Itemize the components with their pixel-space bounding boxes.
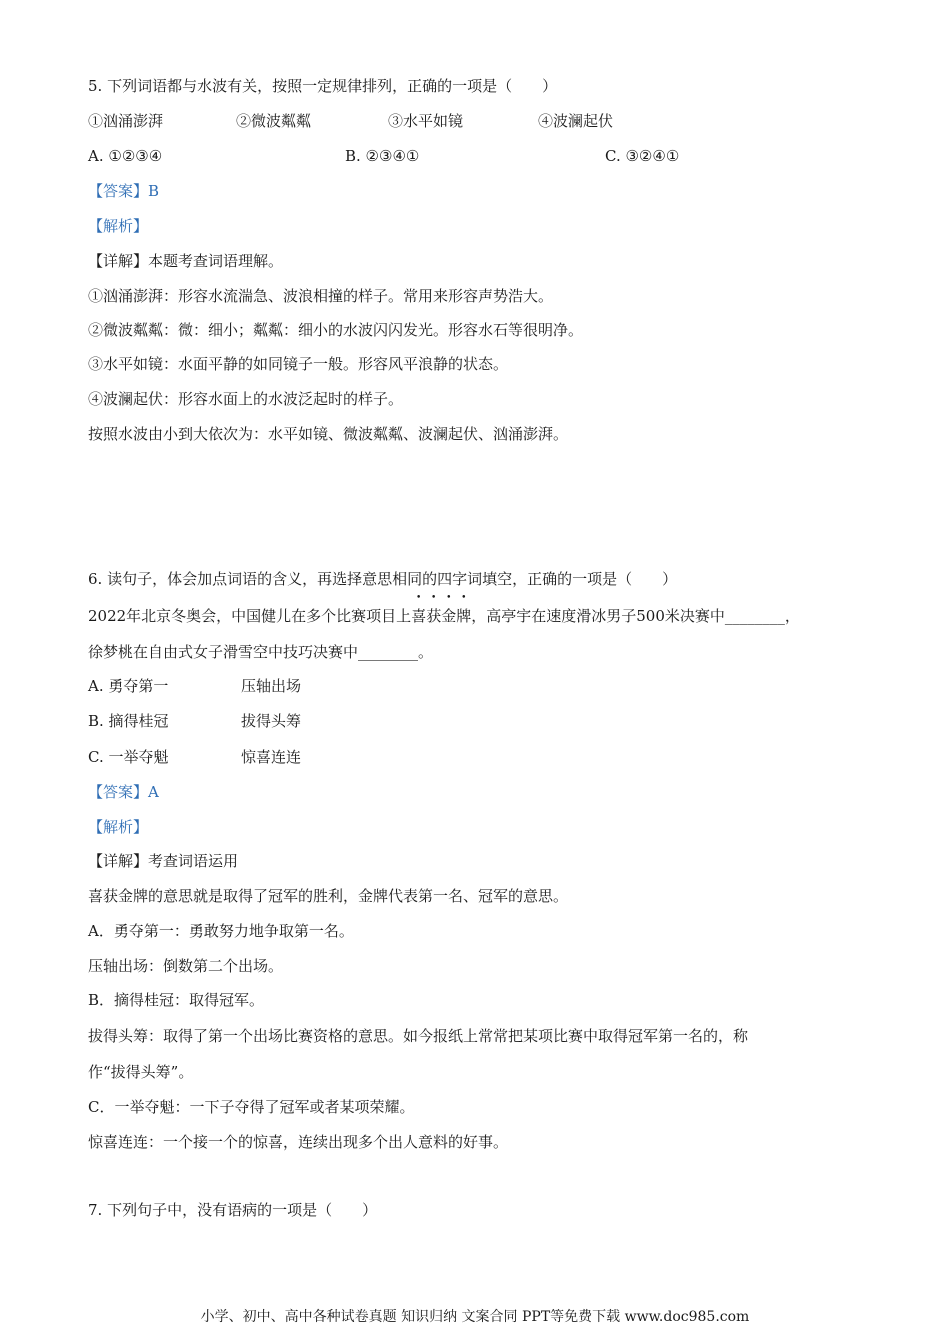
q6-sentence2: 徐梦桃在自由式女子滑雪空中技巧决赛中________。 (88, 643, 434, 661)
q5-items (88, 111, 868, 131)
q5-line: ④波澜起伏：形容水面上的水波泛起时的样子。 (88, 390, 404, 408)
q6-sentence (88, 606, 800, 626)
dotted-char: 牌 (456, 607, 472, 625)
q6-line: 惊喜连连：一个接一个的惊喜，连续出现多个出人意料的好事。 (88, 1133, 509, 1151)
q6-line: A．勇夺第一：勇敢努力地争取第一名。 (88, 922, 354, 940)
q5-option: C. ③②④① (605, 147, 680, 165)
q6-option-b: 拔得头筹 (241, 712, 302, 730)
q6-option-a: C. 一举夺魁 (88, 748, 169, 766)
q6-answer: 【答案】A (88, 783, 159, 801)
q6-line: C．一举夺魁：一下子夺得了冠军或者某项荣耀。 (88, 1098, 415, 1116)
q5-options (88, 146, 868, 166)
q6-sentence-post: ，高亭宇在速度滑冰男子500米决赛中________， (471, 607, 800, 625)
q6-line: 作“拔得头筹”。 (88, 1063, 194, 1081)
q6-option-row (88, 747, 488, 767)
q6-option-b: 压轴出场 (241, 677, 302, 695)
q5-answer: 【答案】B (88, 182, 160, 200)
q6-option-row (88, 676, 488, 696)
page-footer: 小学、初中、高中各种试卷真题 知识归纳 文案合同 PPT等免费下载 www.doc985.com (200, 1309, 750, 1325)
q6-option-a: A. 勇夺第一 (88, 677, 169, 695)
q5-item: ④波澜起伏 (538, 112, 614, 130)
q5-analysis-label: 【解析】 (88, 217, 149, 235)
q6-line: B．摘得桂冠：取得冠军。 (88, 991, 265, 1009)
q5-option: B. ②③④① (345, 147, 420, 165)
q6-line: 拔得头筹：取得了第一个出场比赛资格的意思。如今报纸上常常把某项比赛中取得冠军第一名的，称 (88, 1027, 749, 1045)
q5-line: ②微波粼粼：微：细小；粼粼：细小的水波闪闪发光。形容水石等很明净。 (88, 321, 584, 339)
q5-item: ①汹涌澎湃 (88, 112, 164, 130)
q5-line: ①汹涌澎湃：形容水流湍急、波浪相撞的样子。常用来形容声势浩大。 (88, 287, 554, 305)
q7-stem: 7. 下列句子中，没有语病的一项是（ ） (88, 1201, 378, 1219)
dotted-char: 金 (441, 607, 457, 625)
q6-line: 压轴出场：倒数第二个出场。 (88, 957, 284, 975)
q5-option: A. ①②③④ (88, 147, 163, 165)
q6-stem: 6. 读句子，体会加点词语的含义，再选择意思相同的四字词填空，正确的一项是（ ） (88, 570, 678, 588)
q6-option-row (88, 711, 488, 731)
q5-line: 按照水波由小到大依次为：水平如镜、微波粼粼、波澜起伏、汹涌澎湃。 (88, 425, 569, 443)
q5-line: ③水平如镜：水面平静的如同镜子一般。形容风平浪静的状态。 (88, 355, 509, 373)
q6-option-a: B. 摘得桂冠 (88, 712, 169, 730)
q5-item: ③水平如镜 (388, 112, 464, 130)
q5-item: ②微波粼粼 (236, 112, 312, 130)
q5-stem: 5. 下列词语都与水波有关，按照一定规律排列，正确的一项是（ ） (88, 77, 558, 95)
q5-detail: 【详解】本题考查词语理解。 (88, 252, 284, 270)
dotted-char: 获 (426, 607, 442, 625)
dotted-char: 喜 (411, 607, 427, 625)
q6-option-b: 惊喜连连 (241, 748, 302, 766)
q6-sentence-pre: 2022年北京冬奥会，中国健儿在多个比赛项目上 (88, 607, 412, 625)
q6-line: 喜获金牌的意思就是取得了冠军的胜利，金牌代表第一名、冠军的意思。 (88, 887, 569, 905)
q6-detail: 【详解】考查词语运用 (88, 852, 239, 870)
q6-analysis-label: 【解析】 (88, 818, 149, 836)
